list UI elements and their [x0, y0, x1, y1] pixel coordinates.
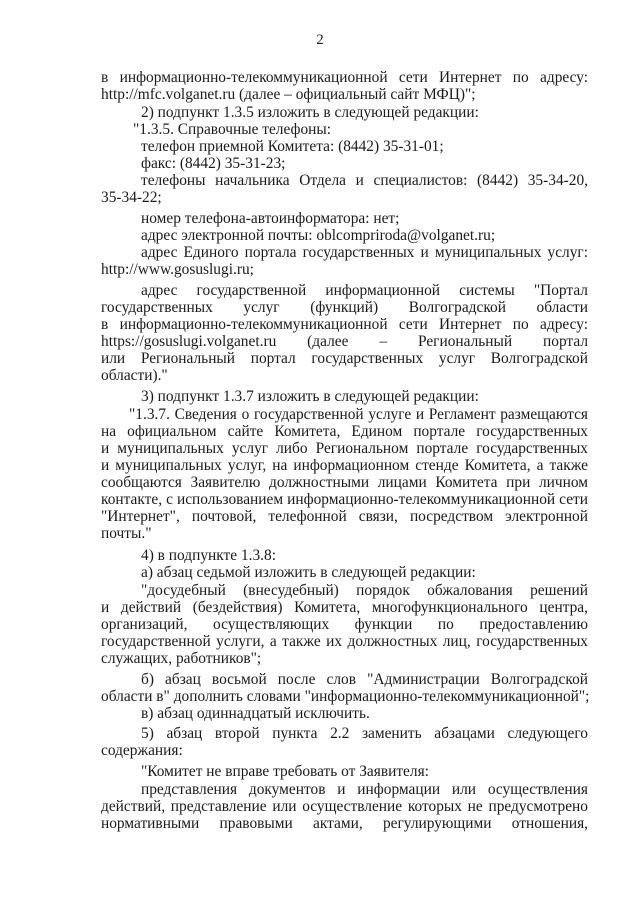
- text-line: "досудебный (внесудебный) порядок обжалования решений: [141, 582, 588, 599]
- text-line: в информационно-телекоммуникационной сети Интернет по адресу:: [101, 69, 588, 86]
- text-line: б) абзац восьмой после слов "Администрации Волгоградской: [141, 671, 588, 688]
- text-line: нормативными правовыми актами, регулирующими отношения,: [101, 815, 588, 832]
- text-line: и муниципальных услуг, на информационном стенде Комитета, а также: [101, 457, 588, 474]
- text-line: области).": [101, 367, 168, 384]
- text-line: http://mfc.volganet.ru (далее – официальный сайт МФЦ)";: [101, 86, 476, 103]
- text-line: 35-34-22;: [101, 189, 162, 206]
- text-line: "Интернет", почтовой, телефонной связи, посредством электронной: [101, 508, 588, 525]
- text-line: или Региональный портал государственных услуг Волгоградской: [101, 350, 588, 367]
- text-line: адрес Единого портала государственных и муниципальных услуг:: [141, 244, 588, 261]
- text-line: https://gosuslugi.volganet.ru (далее – Региональный портал: [101, 333, 588, 350]
- text-line: контакте, с использованием информационно-телекоммуникационной сети: [101, 491, 588, 508]
- text-line: на официальном сайте Комитета, Едином портале государственных: [101, 423, 588, 440]
- text-line: "1.3.7. Сведения о государственной услуге и Регламент размещаются: [129, 406, 588, 423]
- text-line: номер телефона-автоинформатора: нет;: [141, 210, 400, 227]
- text-line: государственной услуги, а также их должностных лиц, государственных: [101, 633, 588, 650]
- text-line: "Комитет не вправе требовать от Заявителя:: [141, 763, 429, 780]
- text-line: представления документов и информации или осуществления: [141, 781, 588, 798]
- text-line: "1.3.5. Справочные телефоны:: [133, 121, 332, 138]
- text-line: государственных услуг (функций) Волгоградской области: [101, 299, 588, 316]
- text-line: действий, представление или осуществление которых не предусмотрено: [101, 798, 588, 815]
- text-line: адрес электронной почты: oblcompriroda@volganet.ru;: [141, 227, 496, 244]
- text-line: 5) абзац второй пункта 2.2 заменить абзацами следующего: [141, 725, 588, 742]
- text-line: факс: (8442) 35-31-23;: [141, 155, 286, 172]
- text-line: 3) подпункт 1.3.7 изложить в следующей редакции:: [141, 388, 479, 405]
- text-line: служащих, работников";: [101, 650, 262, 667]
- text-line: адрес государственной информационной системы "Портал: [141, 282, 588, 299]
- text-line: и действий (бездействия) Комитета, многофункционального центра,: [101, 599, 588, 616]
- text-line: организаций, осуществляющих функции по предоставлению: [101, 616, 588, 633]
- page-number: 2: [316, 32, 324, 48]
- text-line: в информационно-телекоммуникационной сети Интернет по адресу:: [101, 316, 588, 333]
- text-line: а) абзац седьмой изложить в следующей редакции:: [141, 564, 476, 581]
- text-line: 4) в подпункте 1.3.8:: [141, 547, 277, 564]
- text-line: и муниципальных услуг либо Региональном портале государственных: [101, 440, 588, 457]
- text-line: почты.": [101, 525, 152, 542]
- text-line: сообщаются Заявителю должностными лицами Комитета при личном: [101, 474, 588, 491]
- text-line: области в" дополнить словами "информационно-телекоммуникационной";: [101, 688, 590, 705]
- text-line: телефоны начальника Отдела и специалистов: (8442) 35-34-20,: [141, 172, 588, 189]
- text-line: содержания:: [101, 742, 183, 759]
- text-line: 2) подпункт 1.3.5 изложить в следующей редакции:: [141, 104, 479, 121]
- text-line: в) абзац одиннадцатый исключить.: [141, 705, 370, 722]
- text-line: телефон приемной Комитета: (8442) 35-31-01;: [141, 138, 444, 155]
- text-line: http://www.gosuslugi.ru;: [101, 261, 254, 278]
